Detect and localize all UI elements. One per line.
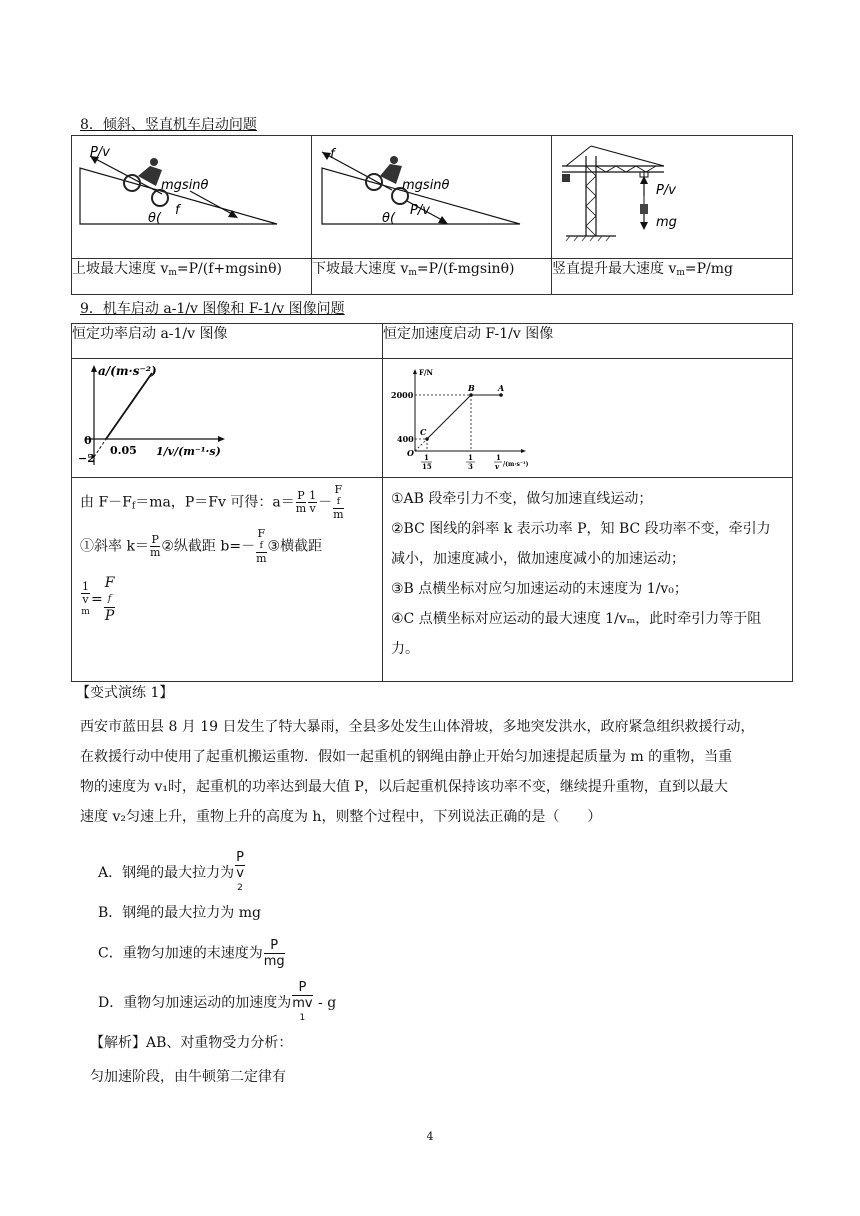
caption-uphill: 上坡最大速度 $v_m=P/(f+mgsin\theta)$ <box>72 259 312 295</box>
uphill-diagram <box>72 136 311 254</box>
f-line-2: ②BC 图线的斜率 k 表示功率 P，知 BC 段功率不变，牵引力 <box>391 521 771 537</box>
a-graph-line-3: 1 v m = F f P <box>81 574 115 624</box>
chart-f-xlabel-den: v <box>495 462 500 471</box>
analysis-title: 【解析】AB、对重物受力分析： <box>90 1035 293 1051</box>
a-graph-explanation <box>72 478 383 682</box>
chart-f-point-c: C <box>420 427 427 437</box>
downhill-f-label: f <box>330 147 335 162</box>
option-a[interactable]: A．钢绳的最大拉力为 P v 2 <box>98 850 244 893</box>
option-d[interactable]: D．重物匀加速运动的加速度为 P mv 1 - g <box>98 980 337 1023</box>
chart-a-ylabel: a/(m·s⁻²) <box>98 364 157 378</box>
exercise-title: 【变式演练 1】 <box>76 685 174 701</box>
f-line-1: ①AB 段牵引力不变，做匀加速直线运动； <box>391 491 653 507</box>
exercise-line-1: 西安市蓝田县 8 月 19 日发生了特大暴雨，全县多处发生山体滑坡，多地突发洪水，政府紧急组织救援行动， <box>80 719 755 735</box>
a-graph-line-2: ①斜率 k＝ $\frac{P}{m}$ ②纵截距 b=－ F f m ③横截距 <box>80 526 323 565</box>
chart-f-xlabel-num: 1 <box>496 453 501 462</box>
f-graph-explanation <box>383 478 793 682</box>
chart-a-xlabel: 1/v/(m⁻¹·s) <box>156 445 221 458</box>
figure-uphill <box>72 136 312 259</box>
exercise-line-4: 速度 v₂匀速上升，重物上升的高度为 h，则整个过程中，下列说法正确的是（ ） <box>80 809 602 825</box>
option-c[interactable]: C．重物匀加速的末速度为 $\frac{P}{mg}$ <box>98 938 285 969</box>
crane-pv-label: P/v <box>656 183 676 198</box>
chart-f-x1-num: 1 <box>424 453 429 462</box>
crane-diagram <box>552 136 792 254</box>
header-f-graph: 恒定加速度启动 F-1/v 图像 <box>383 324 793 359</box>
section-9-title: 9．机车启动 a-1/v 图像和 F-1/v 图像问题 <box>80 301 345 317</box>
chart-f-origin: O <box>407 448 414 458</box>
exercise-body <box>80 712 790 832</box>
header-a-graph: 恒定功率启动 a-1/v 图像 <box>72 324 383 359</box>
chart-f-y1: 2000 <box>391 390 414 400</box>
caption-downhill: 下坡最大速度 $v_m=P/(f-mgsin\theta)$ <box>312 259 552 295</box>
chart-f-y2: 400 <box>397 434 414 444</box>
downhill-mg-label: mgsinθ <box>402 178 450 193</box>
figure-crane <box>552 136 793 259</box>
chart-f-xlabel-unit: /(m·s⁻¹) <box>503 461 529 468</box>
section-8-title: 8．倾斜、竖直机车启动问题 <box>80 117 257 133</box>
f-line-4: ③B 点横坐标对应匀加速运动的末速度为 1/v₀； <box>391 581 688 597</box>
uphill-f-label: f <box>175 203 180 218</box>
uphill-angle: θ( <box>148 211 162 226</box>
chart-a-origin: 0 <box>84 434 92 447</box>
caption-crane: 竖直提升最大速度 $v_m=P/mg$ <box>552 259 793 295</box>
chart-a <box>72 359 382 473</box>
chart-f-point-a: A <box>498 383 505 393</box>
chart-a-xtick: 0.05 <box>110 444 137 457</box>
chart-f <box>383 359 792 473</box>
chart-f-cell <box>383 359 793 478</box>
chart-a-cell <box>72 359 383 478</box>
downhill-pv-label: P/v <box>410 203 430 218</box>
chart-f-x2-num: 1 <box>468 453 473 462</box>
analysis-line-2: 匀加速阶段，由牛顿第二定律有 <box>90 1069 286 1085</box>
exercise-line-2: 在救援行动中使用了起重机搬运重物．假如一起重机的钢绳由静止开始匀加速提起质量为 m 的重物，当重 <box>80 749 733 765</box>
table-8 <box>71 135 793 295</box>
table-9 <box>71 323 793 682</box>
downhill-diagram <box>312 136 551 254</box>
f-line-3: 减小，加速度减小，做加速度减小的加速运动； <box>391 551 685 567</box>
uphill-pv-label: P/v <box>90 145 110 160</box>
crane-mg-label: mg <box>656 215 677 230</box>
f-line-5: ④C 点横坐标对应运动的最大速度 1/vₘ，此时牵引力等于阻 <box>391 611 762 627</box>
chart-f-x1-den: 15 <box>422 462 432 471</box>
option-b[interactable]: B．钢绳的最大拉力为 mg <box>98 905 261 921</box>
figure-downhill <box>312 136 552 259</box>
chart-f-point-b: B <box>468 383 475 393</box>
exercise-line-3: 物的速度为 v₁时，起重机的功率达到最大值 P，以后起重机保持该功率不变，继续提升重物，直到以最大 <box>80 779 728 795</box>
f-line-6: 力。 <box>391 641 419 657</box>
uphill-mg-label: mgsinθ <box>161 178 209 193</box>
page-number: 4 <box>426 1130 434 1143</box>
chart-a-ytick: −2 <box>78 452 95 465</box>
downhill-angle: θ( <box>382 211 396 226</box>
chart-f-x2-den: 3 <box>468 462 473 471</box>
a-graph-line-1: 由 $F-F_f=ma$，P＝Fv 可得：a＝ $\frac{P}{m}$ $\frac{1}{v}$ － F f m <box>80 483 344 521</box>
chart-f-ylabel: F/N <box>419 368 433 377</box>
